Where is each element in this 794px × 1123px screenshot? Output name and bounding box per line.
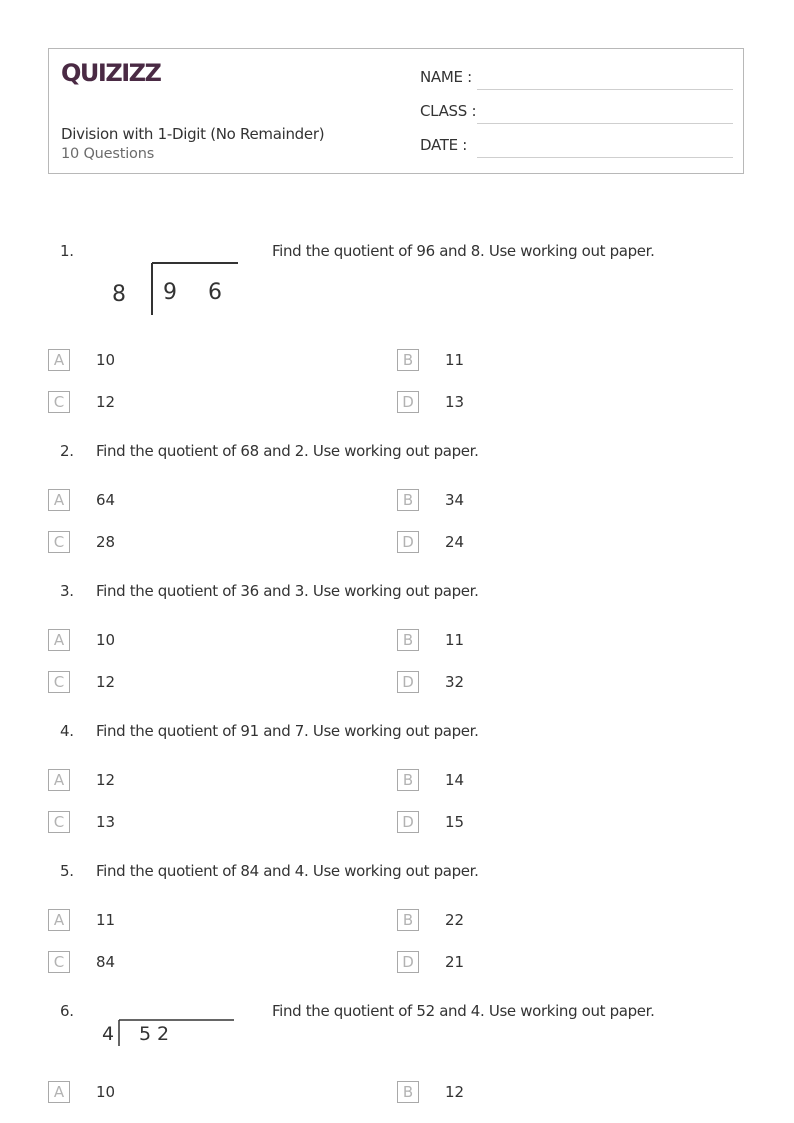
option-d-value: 32 [445, 673, 465, 691]
option-b-box[interactable]: B [397, 909, 419, 931]
option-c-box[interactable]: C [48, 391, 70, 413]
question-number: 3. [60, 582, 74, 600]
option-c-box[interactable]: C [48, 531, 70, 553]
dividend-digit: 9 [163, 280, 177, 305]
worksheet-header [48, 48, 744, 174]
class-label: CLASS : [420, 102, 477, 120]
option-b-box[interactable]: B [397, 769, 419, 791]
option-b-value: 11 [445, 631, 465, 649]
option-c-box[interactable]: C [48, 951, 70, 973]
divisor: 4 [102, 1023, 115, 1045]
worksheet-title: Division with 1-Digit (No Remainder) [61, 125, 325, 143]
option-d-value: 21 [445, 953, 465, 971]
option-c-box[interactable]: C [48, 671, 70, 693]
option-c-value: 12 [96, 673, 116, 691]
option-d-box[interactable]: D [397, 811, 419, 833]
option-b-value: 14 [445, 771, 465, 789]
question-number: 6. [60, 1002, 74, 1020]
option-a-box[interactable]: A [48, 629, 70, 651]
long-division-figure [96, 1014, 241, 1050]
option-c-value: 84 [96, 953, 116, 971]
question-text: Find the quotient of 96 and 8. Use working out paper. [272, 242, 655, 260]
question-text: Find the quotient of 91 and 7. Use working out paper. [96, 722, 479, 740]
option-a-value: 10 [96, 631, 116, 649]
dividend-digit: 5 [139, 1023, 152, 1045]
option-b-box[interactable]: B [397, 489, 419, 511]
option-a-value: 10 [96, 1083, 116, 1101]
option-d-box[interactable]: D [397, 391, 419, 413]
date-label: DATE : [420, 136, 468, 154]
option-a-box[interactable]: A [48, 769, 70, 791]
option-b-value: 22 [445, 911, 465, 929]
question-number: 4. [60, 722, 74, 740]
long-division-figure [100, 255, 245, 321]
option-a-box[interactable]: A [48, 909, 70, 931]
question-text: Find the quotient of 52 and 4. Use working out paper. [272, 1002, 655, 1020]
dividend-digit: 6 [208, 280, 222, 305]
divisor: 8 [112, 282, 126, 307]
option-a-value: 64 [96, 491, 116, 509]
option-c-value: 13 [96, 813, 116, 831]
question-text: Find the quotient of 36 and 3. Use working out paper. [96, 582, 479, 600]
question-number: 1. [60, 242, 74, 260]
option-a-box[interactable]: A [48, 1081, 70, 1103]
option-c-value: 12 [96, 393, 116, 411]
option-d-value: 13 [445, 393, 465, 411]
option-b-value: 11 [445, 351, 465, 369]
option-b-box[interactable]: B [397, 629, 419, 651]
option-b-box[interactable]: B [397, 349, 419, 371]
option-b-value: 34 [445, 491, 465, 509]
option-a-value: 12 [96, 771, 116, 789]
option-b-value: 12 [445, 1083, 465, 1101]
option-a-box[interactable]: A [48, 349, 70, 371]
option-a-value: 10 [96, 351, 116, 369]
option-c-value: 28 [96, 533, 116, 551]
name-line [477, 89, 733, 90]
date-line [477, 157, 733, 158]
option-d-box[interactable]: D [397, 671, 419, 693]
question-text: Find the quotient of 68 and 2. Use working out paper. [96, 442, 479, 460]
option-c-box[interactable]: C [48, 811, 70, 833]
question-number: 5. [60, 862, 74, 880]
option-b-box[interactable]: B [397, 1081, 419, 1103]
option-d-value: 15 [445, 813, 465, 831]
option-a-value: 11 [96, 911, 116, 929]
question-count: 10 Questions [61, 146, 155, 162]
name-label: NAME : [420, 68, 472, 86]
option-d-value: 24 [445, 533, 465, 551]
option-d-box[interactable]: D [397, 951, 419, 973]
quizizz-logo: QUIZIZZ [61, 59, 161, 87]
option-d-box[interactable]: D [397, 531, 419, 553]
dividend-digit: 2 [157, 1023, 170, 1045]
question-number: 2. [60, 442, 74, 460]
option-a-box[interactable]: A [48, 489, 70, 511]
class-line [477, 123, 733, 124]
question-text: Find the quotient of 84 and 4. Use working out paper. [96, 862, 479, 880]
